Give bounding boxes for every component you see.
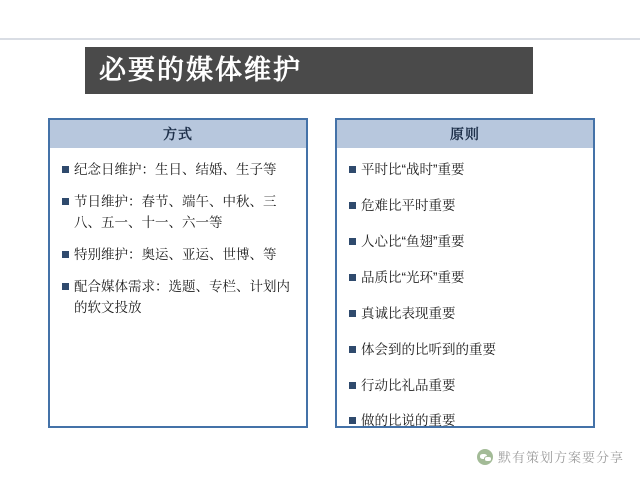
list-item-text: 节日维护：春节、端午、中秋、三八、五一、十一、六一等 (74, 193, 277, 230)
title-band (85, 47, 533, 94)
square-bullet-icon (349, 238, 356, 245)
page-title: 必要的媒体维护 (99, 55, 302, 85)
square-bullet-icon (349, 166, 356, 173)
square-bullet-icon (349, 417, 356, 424)
list-item-text: 体会到的比听到的重要 (361, 341, 496, 357)
list-item (349, 304, 581, 325)
card-methods-header: 方式 (50, 120, 306, 148)
list-item (62, 277, 294, 319)
list-item (349, 340, 581, 361)
square-bullet-icon (349, 202, 356, 209)
list-item (349, 411, 581, 432)
list-item-text: 危难比平时重要 (361, 197, 456, 213)
watermark-text: 默有策划方案要分享 (497, 450, 624, 465)
watermark (477, 447, 624, 466)
list-item (62, 160, 294, 181)
list-item (349, 160, 581, 181)
card-principles (335, 118, 595, 428)
list-item-text: 人心比“鱼翅”重要 (361, 233, 465, 249)
square-bullet-icon (349, 274, 356, 281)
list-item (349, 376, 581, 397)
card-principles-body (337, 148, 593, 457)
square-bullet-icon (62, 251, 69, 258)
list-item-text: 做的比说的重要 (361, 413, 456, 429)
list-item-text: 行动比礼品重要 (361, 377, 456, 393)
card-principles-header: 原则 (337, 120, 593, 148)
list-item (62, 245, 294, 266)
wechat-icon (477, 449, 493, 465)
list-item-text: 平时比“战时”重要 (361, 162, 465, 177)
list-item (349, 196, 581, 217)
card-methods (48, 118, 308, 428)
square-bullet-icon (349, 346, 356, 353)
square-bullet-icon (349, 310, 356, 317)
square-bullet-icon (349, 382, 356, 389)
square-bullet-icon (62, 198, 69, 205)
list-item-text: 特别维护：奥运、亚运、世博、等 (74, 246, 277, 262)
list-item (349, 268, 581, 289)
list-item (62, 192, 294, 234)
card-methods-body (50, 148, 306, 340)
list-item (349, 232, 581, 253)
list-item-text: 真诚比表现重要 (361, 305, 456, 321)
header-divider (0, 38, 640, 40)
square-bullet-icon (62, 166, 69, 173)
list-item-text: 纪念日维护：生日、结婚、生子等 (74, 162, 277, 177)
square-bullet-icon (62, 283, 69, 290)
list-item-text: 品质比“光环”重要 (361, 269, 465, 285)
list-item-text: 配合媒体需求：选题、专栏、计划内的软文投放 (74, 278, 290, 315)
